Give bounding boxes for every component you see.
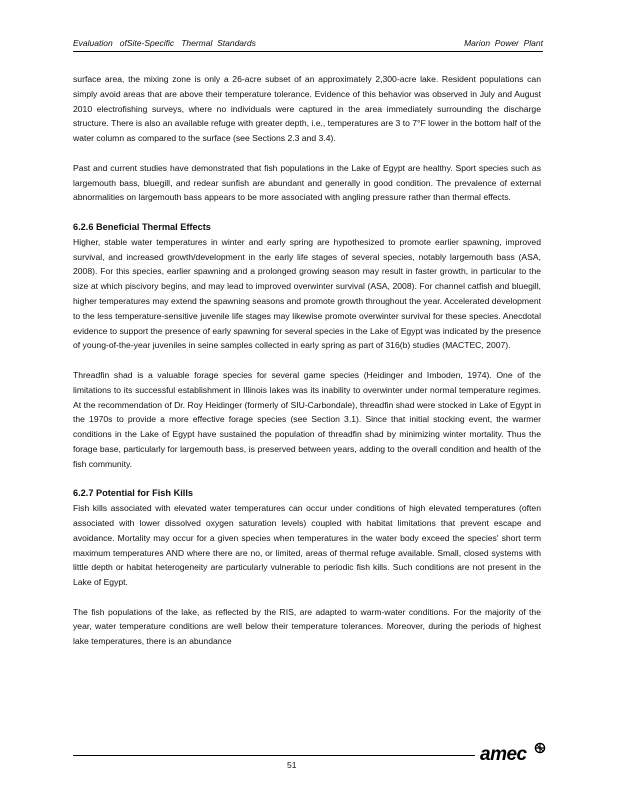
document-body xyxy=(73,72,541,664)
page-header xyxy=(73,38,543,50)
paragraph: Past and current studies have demonstrated that fish populations in the Lake of Egypt are healthy. Sport species such as largemouth bass, bluegill, and redear sunfish are abundant and generally in good condition. The prevalence of external abnormalities on largemouth bass appears to be more associated with angling pressure rather than thermal effects. xyxy=(73,162,541,203)
amec-logo-icon xyxy=(534,742,546,754)
paragraph: Threadfin shad is a valuable forage species for several game species (Heidinger and Imboden, 1974). One of the limitations to its successful establishment in Illinois lakes was its inability to overwinter under normal temperature regimes. At the recommendation of Dr. Roy Heidinger (formerly of SIU-Carbondale), threadfin shad were stocked in Lake of Egypt in the 1970s to provide a more effective forage species (see Section 3.1). Since that initial stocking event, the warmer conditions in the Lake of Egypt have sustained the population of threadfin shad by minimizing winter mortality. Thus the forage base, particularly for largemouth bass, is preserved between years, adding to the overall condition and health of the fish community. xyxy=(73,369,541,469)
paragraph: surface area, the mixing zone is only a 26-acre subset of an approximately 2,300-acre lake. Resident populations can simply avoid areas that are above their temperature tolerance. Evidence of this behavior was observed in July and August 2010 electrofishing surveys, where no individuals were captured in the area immediately surrounding the discharge structure. There is also an available refuge with greater depth, i.e., temperatures are 3 to 7°F lower in the bottom half of the water column as compared to the surface (see Sections 2.3 and 3.4). xyxy=(73,74,541,144)
paragraph: Fish kills associated with elevated water temperatures can occur under conditions of high elevated temperatures (often associated with lower dissolved oxygen saturation levels) coupled with habitat limitations that prevent escape and avoidance. Mortality may occur for a given species when temperatures in the water body exceed the species' short term maximum temperatures AND where there are no, or limited, areas of thermal refuge available. Small, closed systems with little depth or habitat heterogeneity are particularly vulnerable to periodic fish kills. Such conditions are not present in the Lake of Egypt. xyxy=(73,503,541,588)
section-heading: 6.2.6 Beneficial Thermal Effects xyxy=(73,221,211,232)
amec-logo xyxy=(480,742,546,768)
section-heading: 6.2.7 Potential for Fish Kills xyxy=(73,488,193,499)
header-document-title: Evaluation ofSite-Specific Thermal Standards xyxy=(73,38,256,48)
paragraph: Higher, stable water temperatures in winter and early spring are hypothesized to promote earlier spawning, improved survival, and increased growth/development in the early life stages of several species, notably largemouth bass (ASA, 2008). For this species, earlier spawning and a prolonged growing season may result in faster growth, in particular to the size at which piscivory begins, and may lead to improved overwinter survival (ASA, 2008). For channel catfish and bluegill, higher temperatures may extend the spawning seasons and promote growth throughout the year. Accelerated development to the less temperature-sensitive juvenile life stages may likewise promote overwinter survival for these species. Anecdotal evidence to support the presence of early spawning for several species in the Lake of Egypt was indicated by the presence of young-of-the-year juveniles in seine samples collected in early spring as part of 316(b) studies (MACTEC, 2007). xyxy=(73,236,541,351)
page-number: 51 xyxy=(287,760,297,770)
header-divider xyxy=(73,51,543,52)
logo-wordmark: amec xyxy=(480,744,527,765)
header-plant-name: Marion Power Plant xyxy=(464,38,543,48)
footer-divider xyxy=(73,755,475,756)
paragraph: The fish populations of the lake, as reflected by the RIS, are adapted to warm-water conditions. For the majority of the year, water temperature conditions are well below their temperature tolerances. Moreover, during the periods of highest lake temperatures, there is an abundance xyxy=(73,606,541,647)
